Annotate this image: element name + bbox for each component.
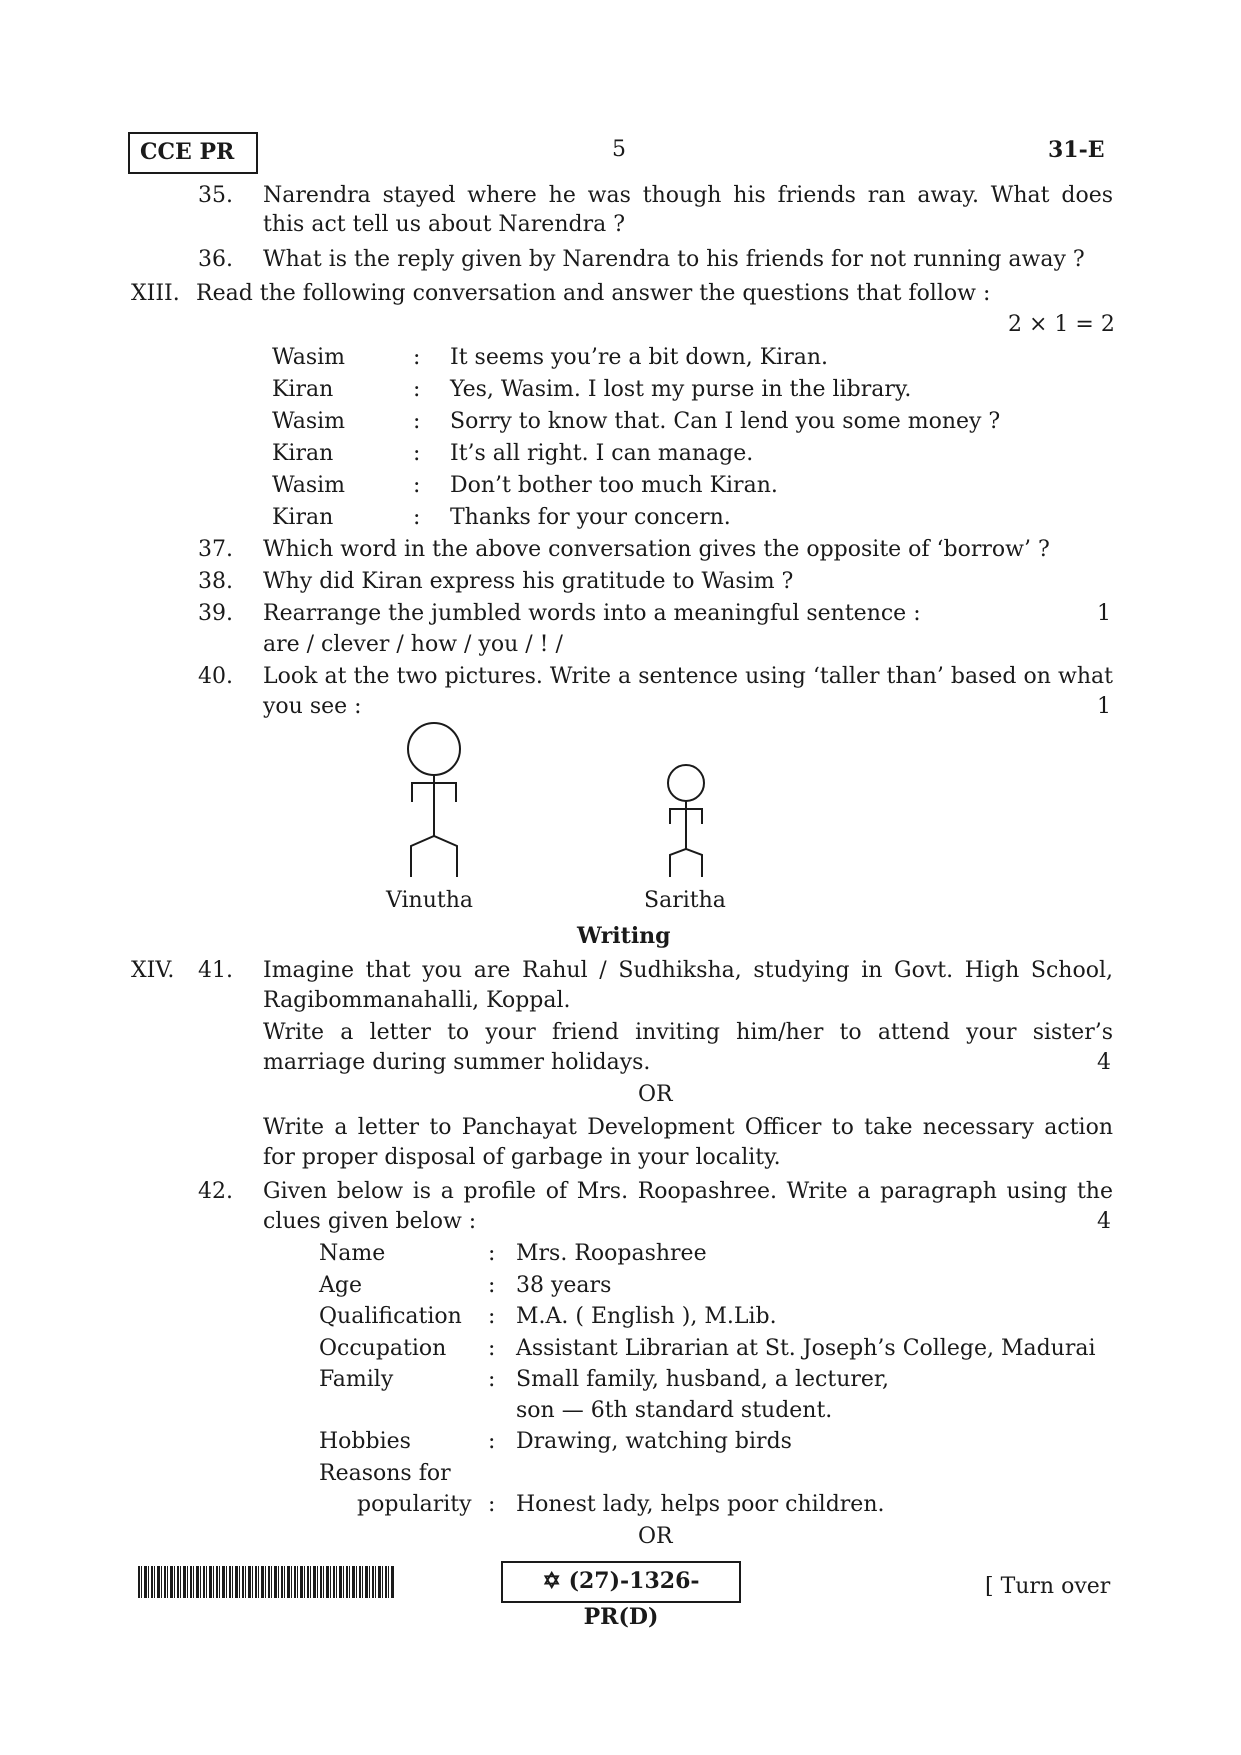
colon: : [413,505,421,530]
dialogue-line: It seems you’re a bit down, Kiran. [450,345,829,370]
q39-jumbled-words: are / clever / how / you / ! / [263,632,563,657]
speaker: Kiran [272,505,334,530]
profile-colon: : [488,1336,496,1361]
profile-label: Family [319,1367,394,1392]
colon: : [413,441,421,466]
figure-label-vinutha: Vinutha [386,888,474,913]
profile-value: 38 years [516,1273,612,1298]
profile-label: Qualification [319,1304,462,1329]
colon: : [413,377,421,402]
q35-line1: Narendra stayed where he was though his friends ran away. What does [263,183,1113,208]
profile-label: popularity [357,1492,472,1517]
profile-colon: : [488,1273,496,1298]
dialogue-line: Don’t bother too much Kiran. [450,473,778,498]
q41-alt-line2: for proper disposal of garbage in your locality. [263,1145,781,1170]
dialogue-line: It’s all right. I can manage. [450,441,754,466]
profile-label: Hobbies [319,1429,411,1454]
speaker: Wasim [272,409,346,434]
speaker: Wasim [272,473,346,498]
paper-code-box [128,132,258,174]
barcode [138,1566,394,1598]
profile-label: Reasons for [319,1461,451,1486]
profile-value: Drawing, watching birds [516,1429,792,1454]
profile-value: Small family, husband, a lecturer, [516,1367,889,1392]
footer-code: ✡ (27)-1326-PR(D) [542,1568,700,1630]
q42-line1: Given below is a profile of Mrs. Roopashree. Write a paragraph using the [263,1179,1113,1204]
q35-line2: this act tell us about Narendra ? [263,212,626,237]
profile-value: son — 6th standard student. [516,1398,833,1423]
dialogue-line: Sorry to know that. Can I lend you some money ? [450,409,1001,434]
colon: : [413,409,421,434]
section-xiii-instruction: Read the following conversation and answer the questions that follow : [196,281,991,306]
q36-text: What is the reply given by Narendra to his friends for not running away ? [263,247,1085,272]
q42-or: OR [638,1524,673,1549]
q37-text: Which word in the above conversation gives the opposite of ‘borrow’ ? [263,537,1050,562]
q40-marks: 1 [1097,694,1111,719]
q36-number: 36. [198,247,233,272]
q41-line2: Ragibommanahalli, Koppal. [263,988,571,1013]
speaker: Wasim [272,345,346,370]
q40-line1: Look at the two pictures. Write a sentence using ‘taller than’ based on what [263,664,1113,689]
speaker: Kiran [272,441,334,466]
dialogue-line: Thanks for your concern. [450,505,731,530]
q35-number: 35. [198,183,233,208]
profile-colon: : [488,1429,496,1454]
profile-value: Assistant Librarian at St. Joseph’s College, Madurai [516,1336,1096,1361]
q39-text: Rearrange the jumbled words into a meaningful sentence : [263,601,921,626]
q41-or: OR [638,1082,673,1107]
paper-code-left: CCE PR [140,139,235,165]
q39-number: 39. [198,601,233,626]
profile-value: Honest lady, helps poor children. [516,1492,885,1517]
figure-saritha-drawing [664,764,710,878]
q41-line4: marriage during summer holidays. [263,1050,651,1075]
q41-line3: Write a letter to your friend inviting him/her to attend your sister’s [263,1020,1113,1045]
profile-value: M.A. ( English ), M.Lib. [516,1304,777,1329]
q41-number: 41. [198,958,233,983]
q41-alt-line1: Write a letter to Panchayat Development Officer to take necessary action [263,1115,1113,1140]
speaker: Kiran [272,377,334,402]
q42-marks: 4 [1097,1209,1111,1234]
q41-marks: 4 [1097,1050,1111,1075]
profile-label: Occupation [319,1336,447,1361]
colon: : [413,345,421,370]
figure-label-saritha: Saritha [644,888,726,913]
q38-number: 38. [198,569,233,594]
dialogue-line: Yes, Wasim. I lost my purse in the library. [450,377,912,402]
profile-label: Age [319,1273,362,1298]
profile-colon: : [488,1367,496,1392]
section-xiv-number: XIV. [131,958,175,983]
q39-marks: 1 [1097,601,1111,626]
figure-vinutha-drawing [400,722,470,878]
profile-colon: : [488,1492,496,1517]
paper-code-right: 31-E [1048,137,1105,163]
q40-number: 40. [198,664,233,689]
profile-value: Mrs. Roopashree [516,1241,707,1266]
page-number: 5 [612,137,626,162]
q42-line2: clues given below : [263,1209,477,1234]
writing-heading: Writing [577,923,671,949]
profile-colon: : [488,1241,496,1266]
q41-line1: Imagine that you are Rahul / Sudhiksha, studying in Govt. High School, [263,958,1113,983]
q40-line2: you see : [263,694,362,719]
profile-colon: : [488,1304,496,1329]
profile-label: Name [319,1241,386,1266]
turn-over-label: [ Turn over [985,1574,1111,1599]
footer-code-box [501,1561,741,1630]
q38-text: Why did Kiran express his gratitude to Wasim ? [263,569,794,594]
section-xiii-number: XIII. [131,281,180,306]
q42-number: 42. [198,1179,233,1204]
colon: : [413,473,421,498]
q37-number: 37. [198,537,233,562]
section-xiii-marks: 2 × 1 = 2 [1008,312,1115,337]
